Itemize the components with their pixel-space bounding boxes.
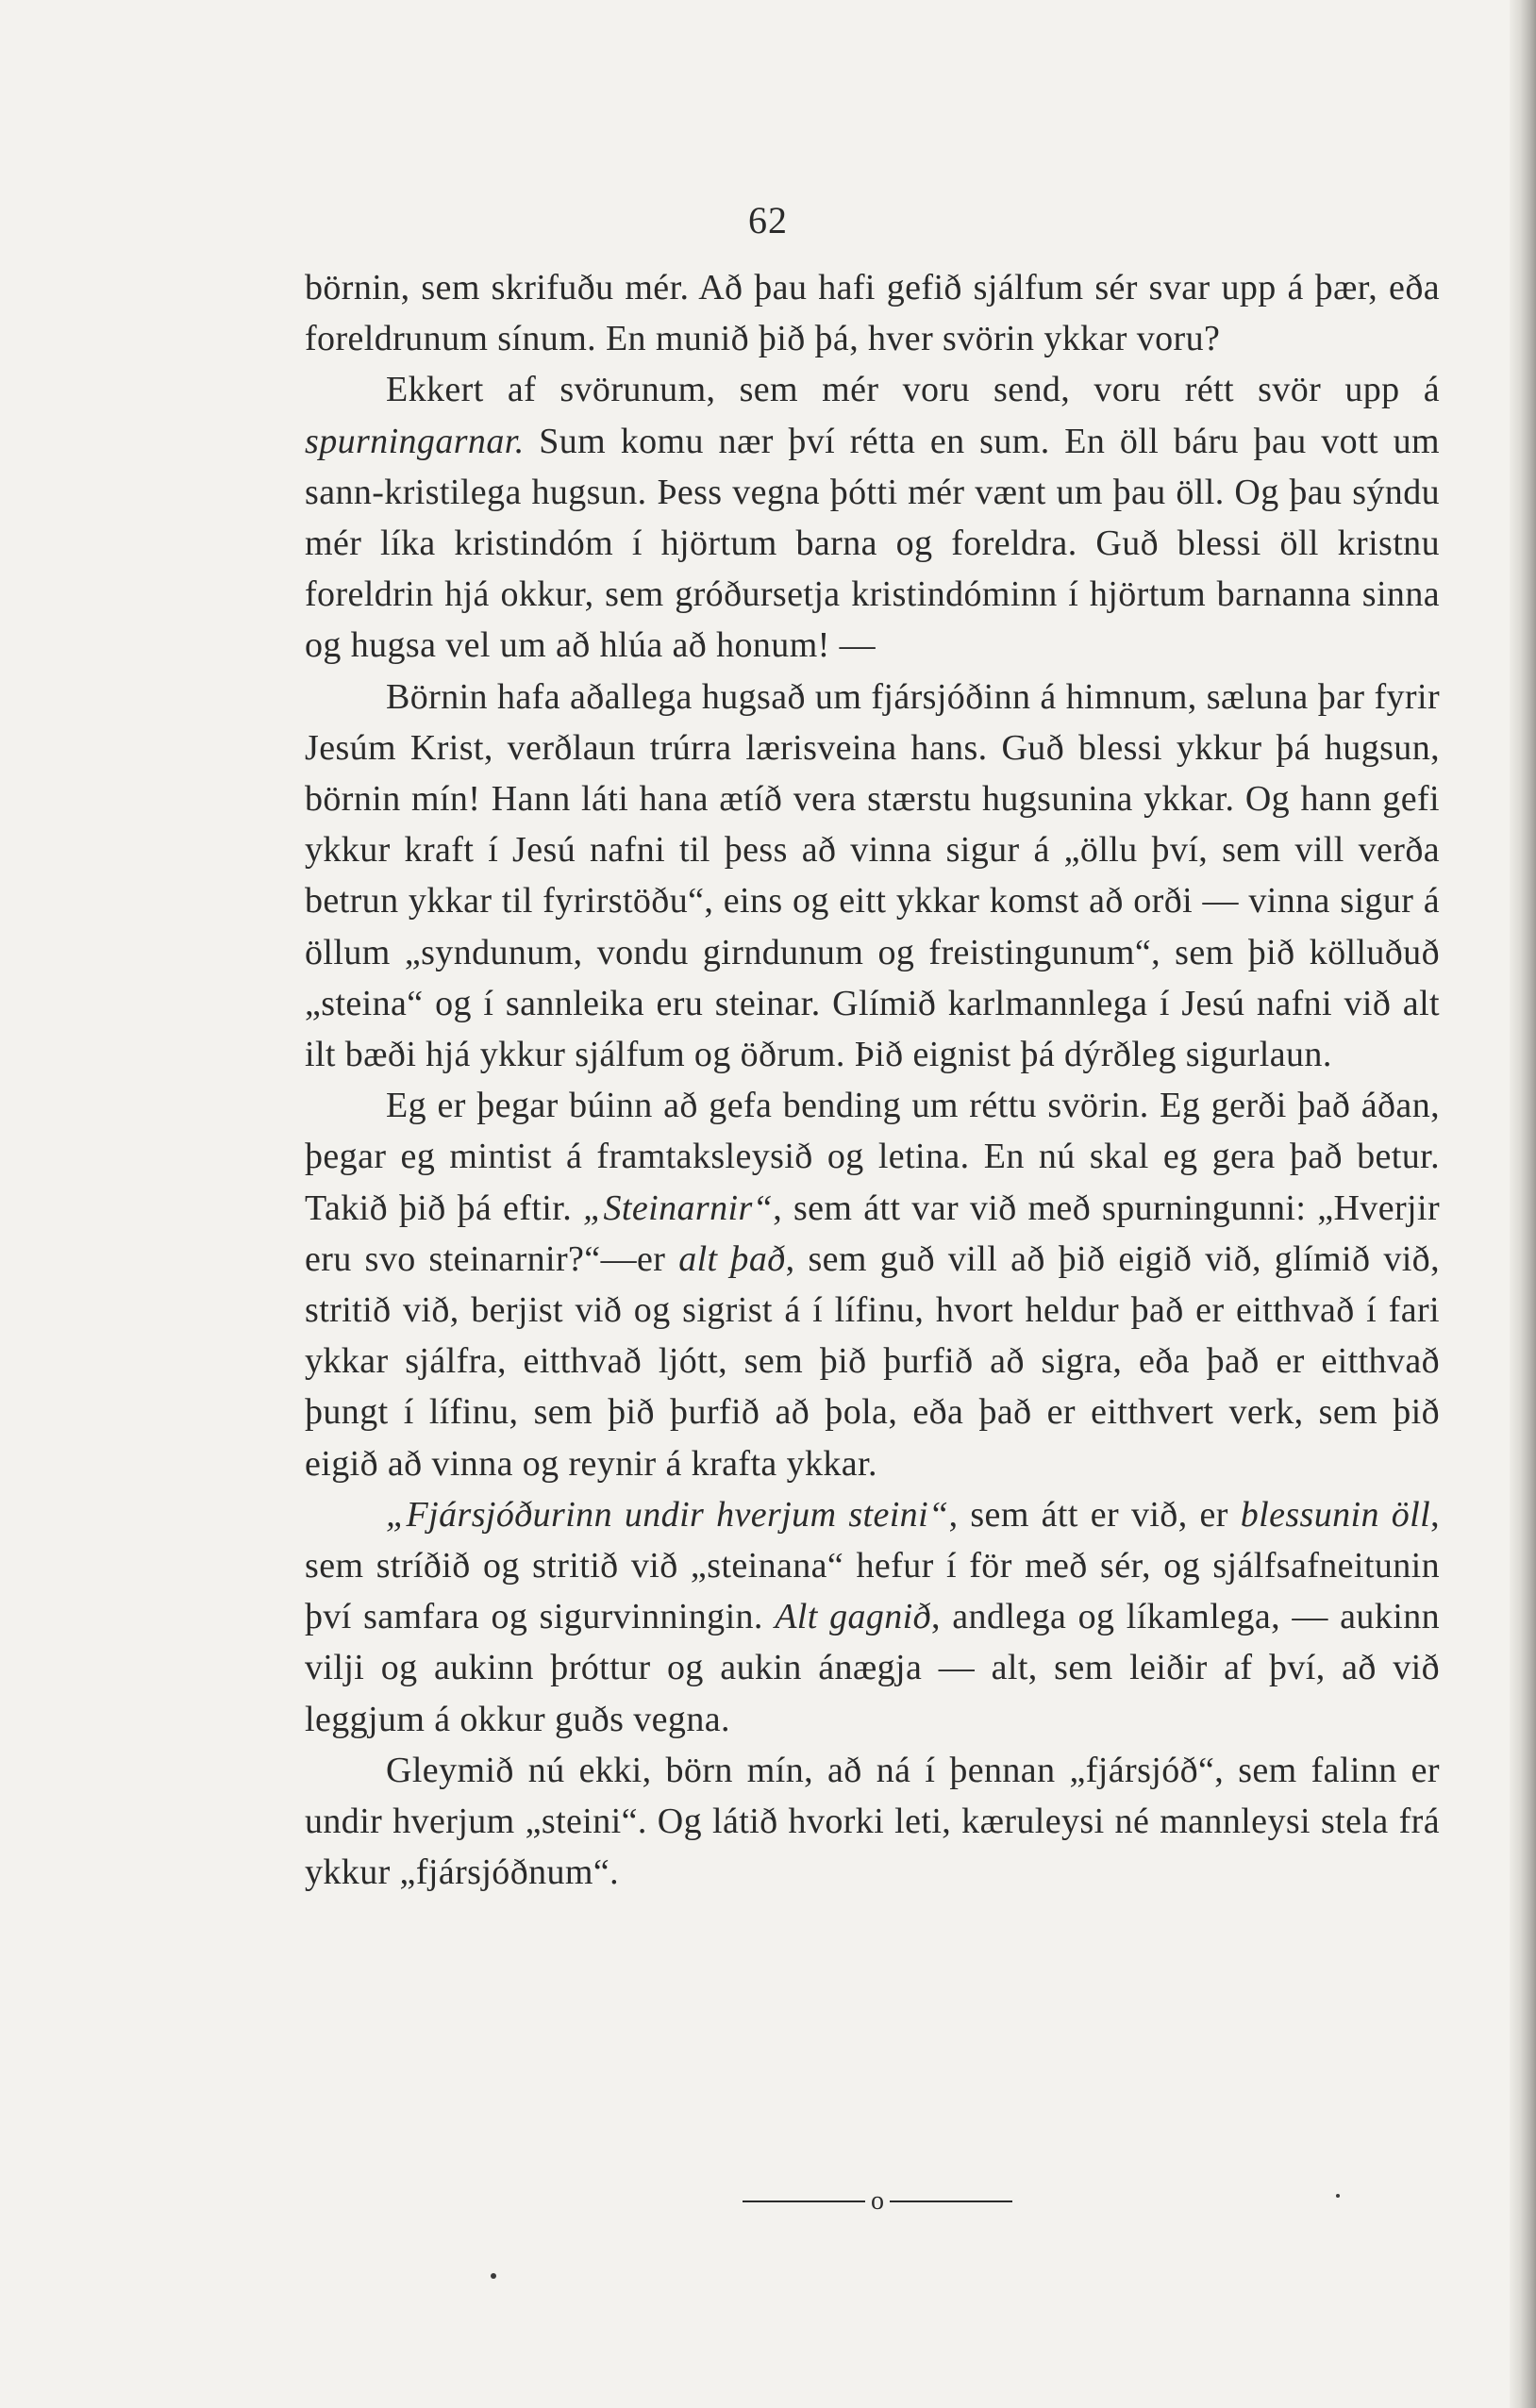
italic-text-segment: blessunin öll: [1240, 1494, 1431, 1535]
body-text: [305, 262, 1440, 1899]
paragraph: [305, 1745, 1440, 1899]
italic-text-segment: Alt gagnið: [775, 1597, 932, 1637]
ink-speck: [491, 2273, 496, 2279]
separator-mark: o: [871, 2186, 884, 2216]
text-segment: börnin, sem skrifuðu mér. Að þau hafi gefið sjálfum sér svar upp á þær, eða foreldrunum sínum. En munið þið þá, hver svörin ykkar voru?: [305, 268, 1440, 359]
text-segment: , sem átt er við, er: [948, 1494, 1241, 1535]
separator-rule-right: [890, 2200, 1012, 2202]
text-segment: Sum komu nær því rétta en sum. En öll báru þau vott um sann-kristilega hugsun. Þess vegna þótti mér vænt um þau öll. Og þau sýndu mér líka kristindóm í hjörtum barna og foreldra. Guð blessi öll kristnu foreldrin hjá okkur, sem gróðursetja kristindóminn í hjörtum barnanna sinna og hugsa vel um að hlúa að honum! —: [305, 421, 1440, 666]
separator-rule-left: [743, 2200, 865, 2202]
paragraph: [305, 262, 1440, 364]
text-segment: , sem átt var við með spurningunni: „Hverjir eru svo steinarnir?“—er: [305, 1187, 1440, 1279]
text-segment: , andlega og líkamlega, — aukinn vilji og aukinn þróttur og aukin ánægja — alt, sem leiðir af því, að við leggjum á okkur guðs vegna.: [305, 1597, 1440, 1739]
text-segment: Börnin hafa aðallega hugsað um fjársjóðinn á himnum, sæluna þar fyrir Jesúm Krist, verðlaun trúrra lærisveina hans. Guð blessi ykkur þá hugsun, börnin mín! Hann láti hana ætíð vera stærstu hugsunina ykkar. Og hann gefi ykkur kraft í Jesú nafni til þess að vinna sigur á „öllu því, sem vill verða betrun ykkar til fyrirstöðu“, eins og eitt ykkar komst að orði — vinna sigur á öllum „syndunum, vondu girndunum og freistingunum“, sem þið kölluðuð „steina“ og í sannleika eru steinar. Glímið karlmannlega í Jesú nafni við alt ilt bæði hjá ykkur sjálfum og öðrum. Þið eignist þá dýrðleg sigurlaun.: [305, 676, 1440, 1075]
text-segment: Ekkert af svörunum, sem mér voru send, voru rétt svör upp á: [386, 370, 1440, 410]
text-segment: , sem stríðið og stritið við „steinana“ hefur í för með sér, og sjálfsafneitunin því samfara og sigurvinningin.: [305, 1494, 1440, 1637]
text-segment: , sem guð vill að þið eigið við, glímið við, stritið við, berjist við og sigrist á í lífinu, hvort heldur það er eitthvað í fari ykkar sjálfra, eitthvað ljótt, sem þið þurfið að sigra, eða það er eitthvað þungt í lífinu, sem þið þurfið að þola, eða það er eitthvert verk, sem þið eigið að vinna og reynir á krafta ykkar.: [305, 1238, 1440, 1484]
paragraph: [305, 1489, 1440, 1745]
paragraph: [305, 672, 1440, 1081]
paragraph: [305, 1080, 1440, 1489]
italic-text-segment: „Steinarnir“: [583, 1187, 774, 1228]
italic-text-segment: spurningarnar.: [305, 421, 525, 461]
page-binding-edge: [1510, 0, 1536, 2408]
italic-text-segment: alt það: [678, 1238, 786, 1279]
ink-speck: [1336, 2194, 1340, 2198]
italic-text-segment: „Fjársjóðurinn undir hverjum steini“: [386, 1494, 949, 1535]
text-segment: Gleymið nú ekki, börn mín, að ná í þennan „fjársjóð“, sem falinn er undir hverjum „steini“. Og látið hvorki leti, kæruleysi né mannleysi stela frá ykkur „fjársjóðnum“.: [305, 1750, 1440, 1893]
text-segment: Eg er þegar búinn að gefa bending um réttu svörin. Eg gerði það áðan, þegar eg mintist á framtaksleysið og letina. En nú skal eg gera það betur. Takið þið þá eftir.: [305, 1086, 1440, 1228]
paragraph: [305, 364, 1440, 671]
section-separator: [736, 2188, 1019, 2215]
page-number: 62: [748, 199, 788, 241]
